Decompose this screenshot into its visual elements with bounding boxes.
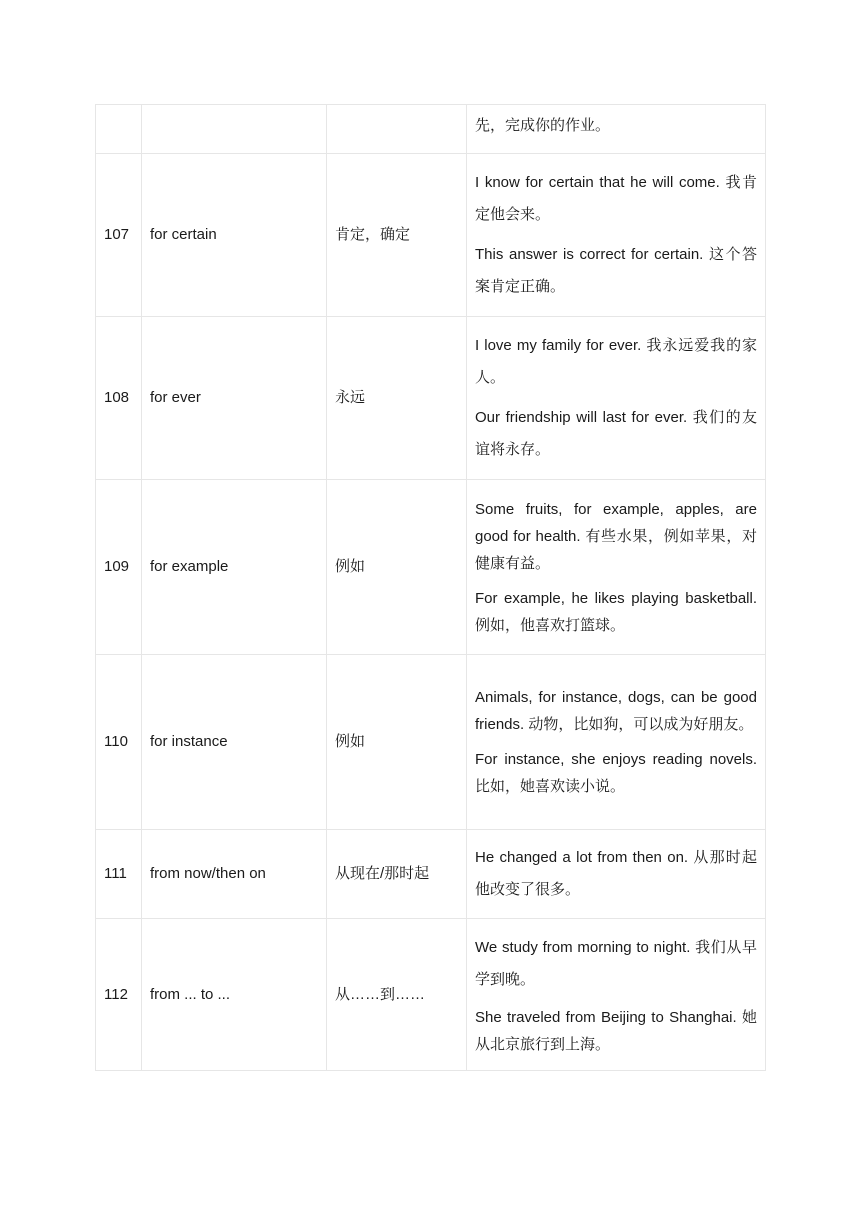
vocabulary-table: [95, 104, 766, 1071]
entry-number: 112: [96, 919, 142, 1071]
example-sentence: Animals, for instance, dogs, can be good friends. 动物，比如狗，可以成为好朋友。: [475, 689, 757, 733]
entry-examples: [467, 655, 766, 830]
entry-examples: [467, 919, 766, 1071]
entry-meaning: 例如: [327, 655, 467, 830]
entry-number: 110: [96, 655, 142, 830]
entry-examples: [467, 154, 766, 317]
entry-examples: [467, 317, 766, 480]
entry-number: 111: [96, 830, 142, 919]
example-sentence: He changed a lot from then on. 从那时起他改变了很多。: [475, 849, 757, 898]
entry-phrase: [142, 105, 327, 154]
entry-meaning: 从现在/那时起: [327, 830, 467, 919]
example-sentence: For example, he likes playing basketball. 例如，他喜欢打篮球。: [475, 589, 757, 634]
entry-meaning: 例如: [327, 480, 467, 655]
example-sentence: We study from morning to night. 我们从早学到晚。: [475, 938, 757, 988]
example-sentence: I know for certain that he will come. 我肯定他会来。: [475, 174, 757, 223]
entry-examples: [467, 480, 766, 655]
entry-examples: [467, 105, 766, 154]
example-sentence: For instance, she enjoys reading novels. 比如，她喜欢读小说。: [475, 751, 757, 795]
table-row: [96, 655, 766, 830]
example-sentence: Our friendship will last for ever. 我们的友谊将永存。: [475, 409, 757, 458]
vocabulary-page: [95, 104, 765, 1071]
table-row: [96, 919, 766, 1071]
entry-meaning: 永远: [327, 317, 467, 480]
entry-number: [96, 105, 142, 154]
example-sentence: I love my family for ever. 我永远爱我的家人。: [475, 337, 757, 386]
entry-number: 108: [96, 317, 142, 480]
entry-phrase: from now/then on: [142, 830, 327, 919]
table-row: [96, 317, 766, 480]
entry-number: 107: [96, 154, 142, 317]
table-row: [96, 105, 766, 154]
entry-phrase: for instance: [142, 655, 327, 830]
example-sentence: Some fruits, for example, apples, are good for health. 有些水果，例如苹果，对健康有益。: [475, 500, 757, 572]
entry-examples: [467, 830, 766, 919]
entry-phrase: from ... to ...: [142, 919, 327, 1071]
table-row: [96, 154, 766, 317]
entry-number: 109: [96, 480, 142, 655]
entry-meaning: 从……到……: [327, 919, 467, 1071]
entry-meaning: 肯定，确定: [327, 154, 467, 317]
entry-phrase: for ever: [142, 317, 327, 480]
entry-phrase: for certain: [142, 154, 327, 317]
table-row: [96, 480, 766, 655]
entry-phrase: for example: [142, 480, 327, 655]
table-row: [96, 830, 766, 919]
example-sentence: She traveled from Beijing to Shanghai. 她从北京旅行到上海。: [475, 1008, 757, 1053]
example-sentence: This answer is correct for certain. 这个答案肯定正确。: [475, 246, 757, 295]
example-sentence: 先，完成你的作业。: [475, 117, 611, 134]
entry-meaning: [327, 105, 467, 154]
